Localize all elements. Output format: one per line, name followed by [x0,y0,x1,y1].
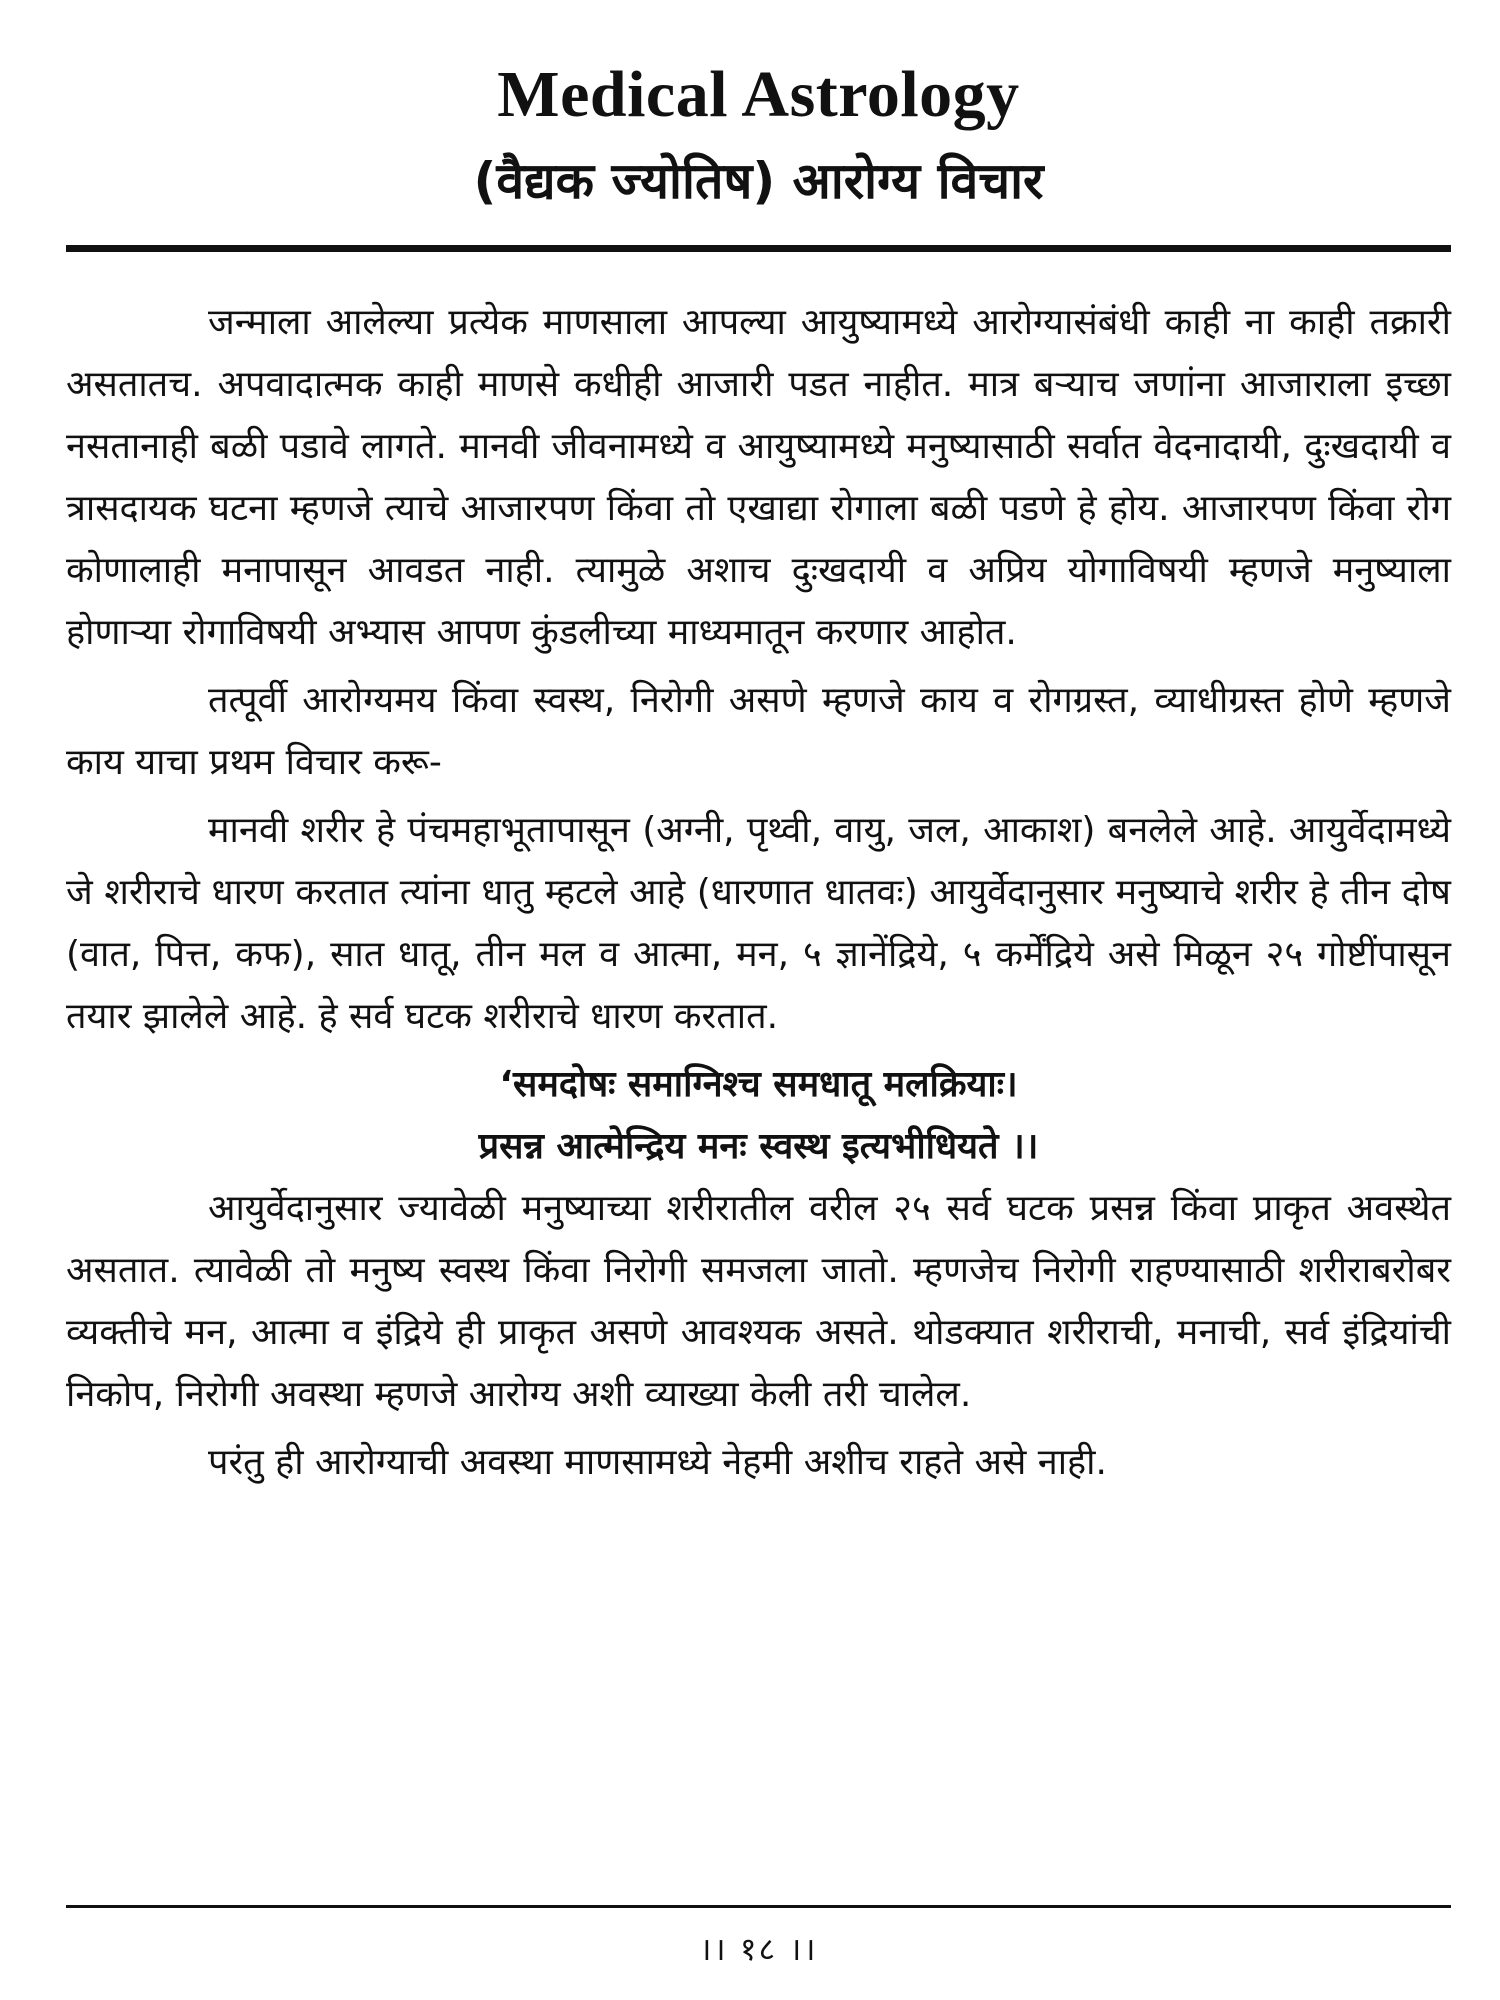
verse-line: ‘समदोषः समाग्निश्च समधातू मलक्रियाः। [499,1064,1018,1105]
paragraph: जन्माला आलेल्या प्रत्येक माणसाला आपल्या आयुष्यामध्ये आरोग्यासंबंधी काही ना काही तक्रारी असतातच. अपवादात्मक काही माणसे कधीही आजारी पडत नाहीत. मात्र बऱ्याच जणांना आजाराला इच्छा नसतानाही बळी पडावे लागते. मानवी जीवनामध्ये व आयुष्यामध्ये मनुष्यासाठी सर्वात वेदनादायी, दुःखदायी व त्रासदायक घटना म्हणजे त्याचे आजारपण किंवा तो एखाद्या रोगाला बळी पडणे हे होय. आजारपण किंवा रोग कोणालाही मनापासून आवडत नाही. त्यामुळे अशाच दुःखदायी व अप्रिय योगाविषयी म्हणजे मनुष्याला होणाऱ्या रोगाविषयी अभ्यास आपण कुंडलीच्या माध्यमातून करणार आहोत. [66,302,1451,653]
paragraph: आयुर्वेदानुसार ज्यावेळी मनुष्याच्या शरीरातील वरील २५ सर्व घटक प्रसन्न किंवा प्राकृत अवस्थेत असतात. त्यावेळी तो मनुष्य स्वस्थ किंवा निरोगी समजला जातो. म्हणजेच निरोगी राहण्यासाठी शरीराबरोबर व्यक्तीचे मन, आत्मा व इंद्रिये ही प्राकृत असणे आवश्यक असते. थोडक्यात शरीराची, मनाची, सर्व इंद्रियांची निकोप, निरोगी अवस्था म्हणजे आरोग्य अशी व्याख्या केली तरी चालेल. [66,1188,1451,1415]
header-divider [66,245,1451,252]
paragraph: तत्पूर्वी आरोग्यमय किंवा स्वस्थ, निरोगी असणे म्हणजे काय व रोगग्रस्त, व्याधीग्रस्त होणे म्हणजे काय याचा प्रथम विचार करू- [66,680,1451,783]
paragraph: मानवी शरीर हे पंचमहाभूतापासून (अग्नी, पृथ्वी, वायु, जल, आकाश) बनलेले आहे. आयुर्वेदामध्ये जे शरीराचे धारण करतात त्यांना धातु म्हटले आहे (धारणात धातवः) आयुर्वेदानुसार मनुष्याचे शरीर हे तीन दोष (वात, पित्त, कफ), सात धातू, तीन मल व आत्मा, मन, ५ ज्ञानेंद्रिये, ५ कर्मेंद्रिये असे मिळून २५ गोष्टींपासून तयार झालेले आहे. हे सर्व घटक शरीराचे धारण करतात. [66,810,1451,1037]
page-title: Medical Astrology [497,58,1020,131]
verse-line: प्रसन्न आत्मेन्द्रिय मनः स्वस्थ इत्यभीधियते ।। [478,1126,1039,1167]
paragraph: परंतु ही आरोग्याची अवस्था माणसामध्ये नेहमी अशीच राहते असे नाही. [208,1442,1107,1483]
document-page [66,55,1451,1985]
page-subtitle: (वैद्यक ज्योतिष) आरोग्य विचार [473,152,1044,210]
footer-divider [66,1905,1451,1908]
body-text [66,292,1451,1494]
page-number: ।। १८ ।। [699,1930,818,1968]
